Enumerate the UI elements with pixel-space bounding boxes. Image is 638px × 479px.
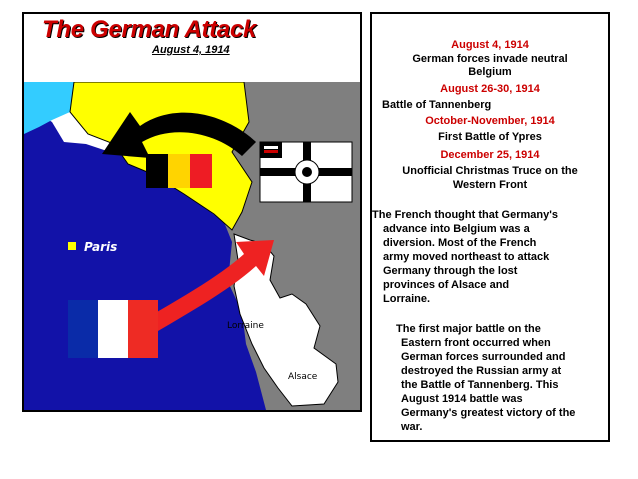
alsace-label: Alsace bbox=[288, 372, 318, 382]
timeline-date-2: August 26-30, 1914 bbox=[440, 83, 540, 95]
paragraph-1-line-2: advance into Belgium was a bbox=[383, 223, 530, 235]
paragraph-2-line-8: war. bbox=[401, 421, 423, 433]
lorraine-label: Lorraine bbox=[227, 321, 264, 331]
western-front-map bbox=[24, 82, 360, 410]
paragraph-french-strategy bbox=[372, 208, 608, 306]
timeline-event-1b: Belgium bbox=[468, 66, 512, 78]
timeline-event-4b: Western Front bbox=[452, 179, 528, 191]
paragraph-1-line-6: provinces of Alsace and bbox=[383, 279, 510, 291]
paragraph-1-line-1: The French thought that Germany's bbox=[372, 209, 558, 221]
paragraph-2-line-5: the Battle of Tannenberg. This bbox=[401, 379, 559, 391]
paragraph-tannenberg bbox=[390, 322, 610, 434]
paragraph-2-line-4: destroyed the Russian army at bbox=[401, 365, 562, 377]
paragraph-2-line-1: The first major battle on the bbox=[396, 323, 541, 335]
slide-title: The German Attack bbox=[42, 16, 257, 43]
slide-subtitle: August 4, 1914 bbox=[152, 44, 230, 56]
timeline-event-3: First Battle of Ypres bbox=[438, 131, 542, 143]
paragraph-1-line-3: diversion. Most of the French bbox=[383, 237, 537, 249]
paragraph-1-line-5: Germany through the lost bbox=[383, 265, 518, 277]
timeline-date-3: October-November, 1914 bbox=[425, 115, 555, 127]
paragraph-2-line-2: Eastern front occurred when bbox=[401, 337, 551, 349]
timeline-date-4: December 25, 1914 bbox=[440, 149, 540, 161]
timeline-event-1: German forces invade neutral bbox=[412, 53, 568, 65]
paragraph-1-line-4: army moved northeast to attack bbox=[383, 251, 550, 263]
german-imperial-flag bbox=[260, 142, 352, 202]
paragraph-2-line-6: August 1914 battle was bbox=[401, 393, 523, 405]
timeline-event-4: Unofficial Christmas Truce on the bbox=[402, 165, 578, 177]
paris-label: Paris bbox=[84, 240, 118, 254]
timeline-date-1: August 4, 1914 bbox=[451, 39, 529, 51]
timeline-event-2: Battle of Tannenberg bbox=[382, 99, 492, 111]
paris-marker bbox=[68, 242, 76, 250]
french-flag bbox=[68, 300, 158, 358]
belgian-flag bbox=[146, 154, 212, 188]
paragraph-1-line-7: Lorraine. bbox=[383, 293, 431, 305]
paragraph-2-line-7: Germany's greatest victory of the bbox=[401, 407, 576, 419]
paragraph-2-line-3: German forces surrounded and bbox=[401, 351, 566, 363]
